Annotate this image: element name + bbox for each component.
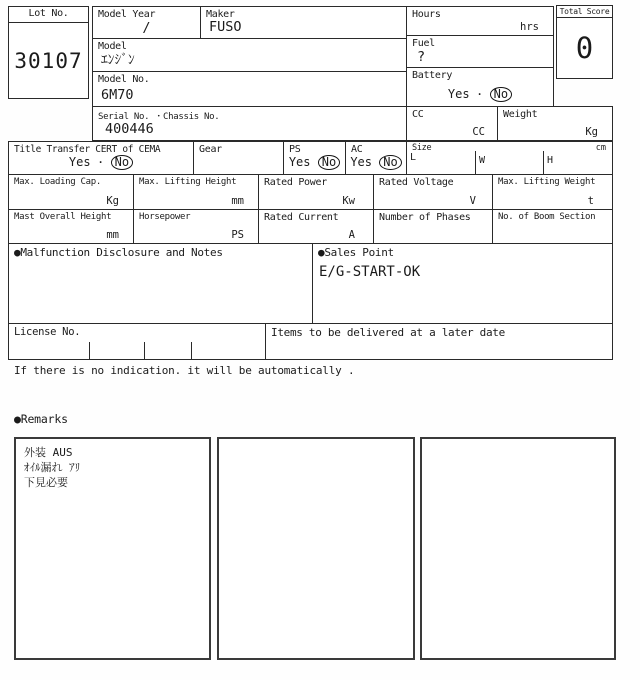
ac-label: AC — [351, 144, 363, 155]
rated-power-label: Rated Power — [264, 177, 327, 188]
remarks-line-2: ｵｲﾙ漏れ ｱﾘ — [24, 461, 81, 474]
max-lifting-weight-cell — [492, 174, 613, 210]
license-divider-tick-2 — [144, 342, 145, 359]
weight-label: Weight — [503, 109, 538, 120]
model-no-label: Model No. — [98, 74, 150, 85]
size-unit: cm — [595, 143, 606, 153]
serial-no-cell — [92, 106, 407, 141]
title-transfer-cell — [8, 141, 194, 175]
lot-no-value-cell — [8, 22, 89, 99]
cc-cell — [406, 106, 498, 141]
total-score-value-cell — [556, 17, 613, 79]
total-score-label: Total Score — [559, 7, 610, 16]
size-l-label: L — [410, 152, 417, 163]
sales-point-label: ●Sales Point — [318, 246, 394, 259]
model-year-value: / — [142, 20, 151, 36]
max-lifting-height-cell — [133, 174, 259, 210]
mast-overall-height-unit: mm — [106, 229, 119, 241]
model-no-value: 6M70 — [101, 87, 134, 103]
serial-no-label: Serial No. ・Chassis No. — [98, 112, 220, 122]
sales-point-value: E/G-START-OK — [319, 264, 421, 280]
title-transfer-yes-no — [9, 154, 193, 170]
max-lifting-height-label: Max. Lifting Height — [139, 177, 237, 187]
mast-overall-height-cell — [8, 209, 134, 244]
fuel-cell — [406, 35, 554, 68]
license-divider-tick-3 — [191, 342, 192, 359]
footnote-text: If there is no indication. it will be automatically . — [14, 364, 355, 377]
total-score-value: 0 — [575, 31, 594, 65]
battery-cell — [406, 67, 554, 107]
serial-no-value: 400446 — [105, 121, 154, 137]
maker-label: Maker — [206, 9, 235, 20]
number-of-phases-label: Number of Phases — [379, 212, 471, 223]
license-divider-tick-1 — [89, 342, 90, 359]
weight-unit: Kg — [585, 126, 598, 138]
number-of-phases-cell — [373, 209, 493, 244]
ac-yes-no — [346, 155, 406, 170]
max-loading-cap-cell — [8, 174, 134, 210]
gear-label: Gear — [199, 144, 222, 155]
hours-cell — [406, 6, 554, 36]
remarks-line-1: 外装 AUS — [24, 446, 73, 459]
boom-section-label: No. of Boom Section — [498, 212, 596, 222]
mast-overall-height-label: Mast Overall Height — [14, 212, 112, 222]
rated-voltage-cell — [373, 174, 493, 210]
items-later-label: Items to be delivered at a later date — [271, 326, 505, 339]
ac-yes-option: Yes — [350, 155, 372, 169]
weight-cell — [497, 106, 613, 141]
rated-voltage-label: Rated Voltage — [379, 177, 454, 188]
remarks-box-3 — [420, 437, 616, 660]
license-no-label: License No. — [14, 326, 81, 338]
size-cell — [406, 141, 613, 175]
malfunction-label: ●Malfunction Disclosure and Notes — [14, 246, 223, 259]
title-transfer-separator: ・ — [95, 158, 106, 169]
model-year-cell — [92, 6, 201, 39]
lot-no-value: 30107 — [14, 48, 83, 73]
gear-cell — [193, 141, 284, 175]
malfunction-cell — [8, 243, 313, 324]
license-no-cell — [8, 323, 266, 360]
max-lifting-weight-label: Max. Lifting Weight — [498, 177, 596, 187]
rated-current-label: Rated Current — [264, 212, 339, 223]
battery-no-option-circled: No — [490, 87, 512, 102]
fuel-value: ? — [417, 49, 426, 65]
size-label: Size — [412, 143, 432, 153]
battery-yes-option: Yes — [447, 87, 470, 101]
sales-point-cell — [312, 243, 613, 324]
hours-label: Hours — [412, 9, 441, 20]
rated-voltage-unit: V — [469, 195, 476, 207]
size-lw-divider — [475, 151, 476, 175]
remarks-label: ●Remarks — [14, 412, 68, 426]
model-cell — [92, 38, 407, 72]
size-wh-divider — [543, 151, 544, 175]
max-loading-cap-unit: Kg — [106, 195, 119, 207]
battery-separator: ・ — [474, 90, 485, 101]
boom-section-cell — [492, 209, 613, 244]
rated-current-cell — [258, 209, 374, 244]
title-transfer-no-option-circled: No — [111, 155, 133, 170]
rated-power-unit: Kw — [342, 195, 355, 207]
remarks-line-3: 下見必要 — [24, 476, 68, 489]
model-label: Model — [98, 41, 127, 52]
cc-label: CC — [412, 109, 424, 120]
title-transfer-label: Title Transfer CERT of CEMA — [14, 144, 161, 155]
ac-cell — [345, 141, 407, 175]
rated-current-unit: A — [348, 229, 355, 241]
remarks-box-2 — [217, 437, 415, 660]
ps-yes-option: Yes — [288, 155, 311, 169]
remarks-box-1 — [14, 437, 211, 660]
ps-no-option-circled: No — [318, 155, 340, 170]
size-h-label: H — [547, 155, 554, 166]
max-lifting-height-unit: mm — [231, 195, 244, 207]
size-w-label: W — [479, 155, 486, 166]
fuel-label: Fuel — [412, 38, 435, 49]
battery-label: Battery — [412, 70, 453, 81]
horsepower-cell — [133, 209, 259, 244]
horsepower-label: Horsepower — [139, 212, 191, 222]
cc-unit: CC — [472, 126, 485, 138]
items-later-cell — [265, 323, 613, 360]
hours-unit: hrs — [520, 21, 539, 33]
ac-no-option-circled: No — [379, 155, 401, 170]
maker-value: FUSO — [209, 19, 242, 35]
model-value: ｴﾝｼﾞﾝ — [101, 52, 135, 68]
lot-no-header-cell — [8, 6, 89, 23]
model-year-label: Model Year — [98, 9, 156, 20]
ps-label: PS — [289, 144, 301, 155]
rated-power-cell — [258, 174, 374, 210]
battery-yes-no — [407, 86, 553, 102]
lot-no-label: Lot No. — [28, 8, 69, 19]
max-lifting-weight-unit: t — [587, 195, 594, 207]
ps-yes-no — [284, 155, 345, 170]
title-transfer-yes-option: Yes — [68, 155, 91, 169]
max-loading-cap-label: Max. Loading Cap. — [14, 177, 102, 187]
maker-cell — [200, 6, 407, 39]
model-no-cell — [92, 71, 407, 107]
horsepower-unit: PS — [231, 229, 244, 241]
ps-cell — [283, 141, 346, 175]
